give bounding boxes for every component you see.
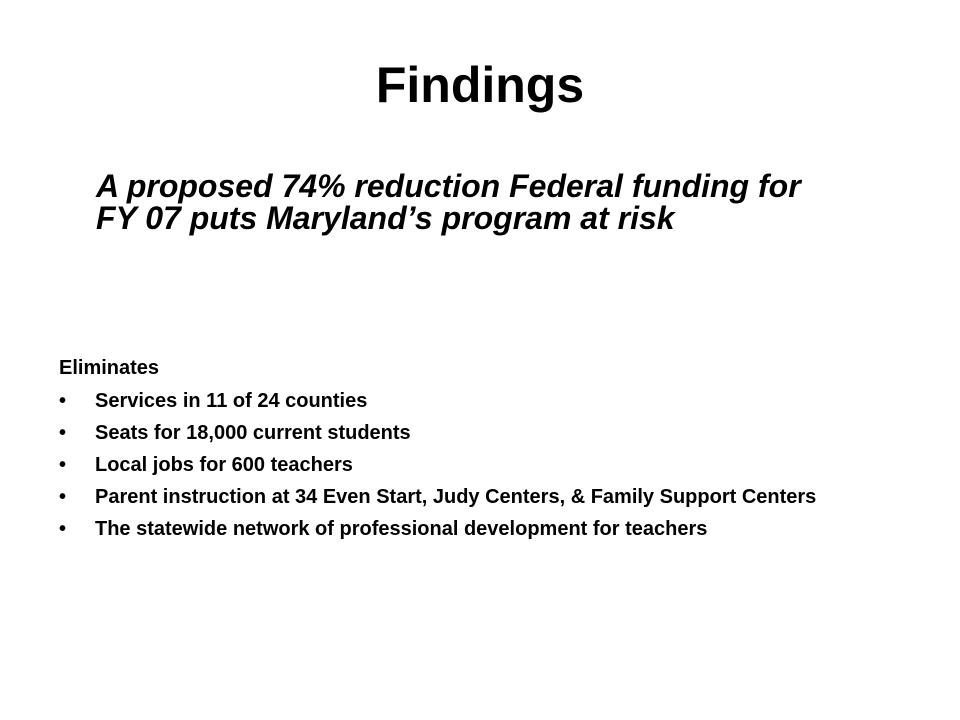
bullet-item — [59, 518, 859, 540]
bullet-item — [59, 454, 859, 476]
bullet-text: Parent instruction at 34 Even Start, Judy Centers, & Family Support Centers — [95, 486, 817, 508]
slide-subtitle: A proposed 74% reduction Federal funding for FY 07 puts Maryland’s program at risk — [96, 168, 801, 236]
bullet-icon: • — [59, 486, 67, 508]
bullet-icon: • — [59, 518, 67, 540]
bullet-text: The statewide network of professional development for teachers — [95, 518, 708, 540]
bullet-item — [59, 422, 859, 444]
bullet-item — [59, 390, 859, 412]
bullet-icon: • — [59, 422, 67, 444]
bullet-icon: • — [59, 390, 67, 412]
bullet-text: Local jobs for 600 teachers — [95, 454, 353, 476]
section-heading: Eliminates — [59, 357, 160, 379]
bullet-list — [59, 390, 859, 550]
bullet-text: Services in 11 of 24 counties — [95, 390, 368, 412]
bullet-item — [59, 486, 859, 508]
bullet-icon: • — [59, 454, 67, 476]
bullet-text: Seats for 18,000 current students — [95, 422, 411, 444]
slide-title: Findings — [375, 57, 585, 113]
